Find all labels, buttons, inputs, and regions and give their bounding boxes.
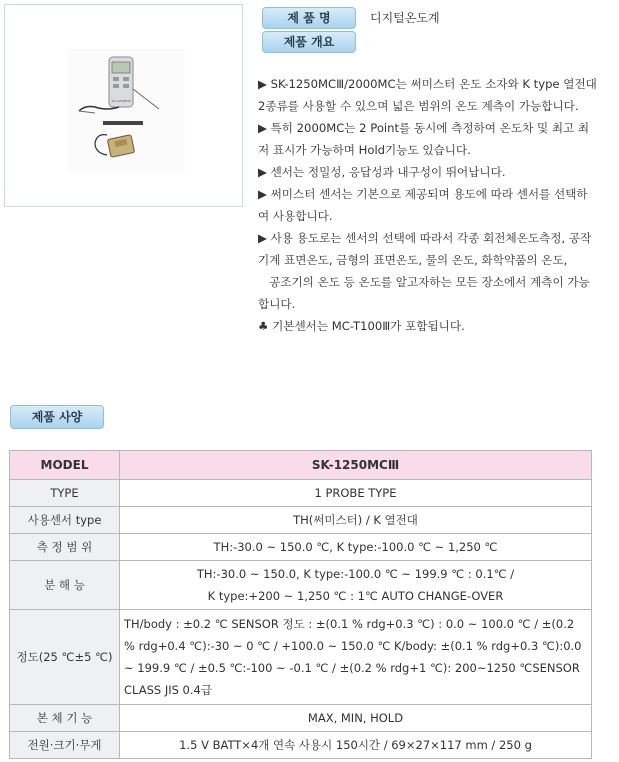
description-line: ▶ 특히 2000MC는 2 Point를 동시에 측정하여 온도차 및 최고 최저 표시가 가능하며 Hold기능도 있습니다. bbox=[258, 121, 590, 157]
table-row bbox=[10, 561, 592, 610]
spec-key: 정도(25 ℃±5 ℃) bbox=[10, 610, 120, 705]
table-row bbox=[10, 705, 592, 732]
product-overview-label: 제품 개요 bbox=[262, 31, 356, 53]
thermometer-illustration bbox=[67, 49, 185, 171]
description-line: ▶ 사용 용도로는 센서의 선택에 따라서 각종 회전체온도측정, 공작기계 표면온도, 금형의 표면온도, 물의 온도, 화학약품의 온도, bbox=[258, 231, 592, 267]
spec-key: TYPE bbox=[10, 480, 120, 507]
spec-table bbox=[9, 450, 592, 759]
spec-value: TH/body : ±0.2 ℃ SENSOR 정도 : ±(0.1 % rdg+0.3 ℃) : 0.0 ~ 100.0 ℃ / ±(0.2 % rdg+0.4 ℃):-30 ~ 0 ℃ / +100.0 ~ 150.0 ℃ K/body: ±(0.1 % rdg+0.3 ℃):0.0 ~ 199.9 ℃ / ±0.5 ℃:-100 ~ -0.1 ℃ / ±(0.2 % rdg+1 ℃): 200~1250 ℃SENSOR CLASS JIS 0.4급 bbox=[120, 610, 592, 705]
description-line: 공조기의 온도 등 온도를 알고자하는 모든 장소에서 계측이 가능합니다. bbox=[258, 275, 590, 311]
product-photo bbox=[67, 49, 185, 171]
product-name-label: 제 품 명 bbox=[262, 7, 356, 29]
meter-label: SK-1250MCⅢ bbox=[111, 99, 131, 103]
spec-value-line: K type:+200 ~ 1,250 ℃ : 1℃ AUTO CHANGE-OVER bbox=[207, 589, 504, 603]
product-photo-frame bbox=[4, 4, 243, 207]
description-line: ♣ 기본센서는 MC-T100Ⅲ가 포함됩니다. bbox=[258, 319, 465, 333]
spec-key: 사용센서 type bbox=[10, 507, 120, 534]
spec-value: TH(써미스터) / K 열전대 bbox=[120, 507, 592, 534]
description-line: ▶ 써미스터 센서는 기본으로 제공되며 용도에 따라 센서를 선택하여 사용합니다. bbox=[258, 187, 588, 223]
spec-value-line: TH:-30.0 ~ 150.0, K type:-100.0 ℃ ~ 199.9 ℃ : 0.1℃ / bbox=[196, 567, 515, 581]
spec-key: 본 체 기 능 bbox=[10, 705, 120, 732]
spec-value: MAX, MIN, HOLD bbox=[120, 705, 592, 732]
model-value: SK-1250MCⅢ bbox=[120, 451, 592, 480]
table-row bbox=[10, 534, 592, 561]
description-line: ▶ SK-1250MCⅢ/2000MC는 써미스터 온도 소자와 K type 열전대 2종류를 사용할 수 있으며 넓은 범위의 온도 계측이 가능합니다. bbox=[258, 77, 597, 113]
model-label: MODEL bbox=[10, 451, 120, 480]
product-name-value: 디지털온도계 bbox=[370, 11, 440, 25]
product-description bbox=[258, 73, 598, 337]
table-row bbox=[10, 732, 592, 759]
table-row bbox=[10, 610, 592, 705]
spec-value: TH:-30.0 ~ 150.0 ℃, K type:-100.0 ℃ ~ 1,250 ℃ bbox=[120, 534, 592, 561]
description-line: ▶ 센서는 정밀성, 응답성과 내구성이 뛰어납니다. bbox=[258, 165, 506, 179]
spec-value bbox=[120, 561, 592, 610]
spec-key: 측 정 범 위 bbox=[10, 534, 120, 561]
table-row bbox=[10, 480, 592, 507]
table-row bbox=[10, 451, 592, 480]
spec-key: 전원·크기·무게 bbox=[10, 732, 120, 759]
spec-value: 1 PROBE TYPE bbox=[120, 480, 592, 507]
product-specs-label: 제품 사양 bbox=[10, 405, 104, 429]
table-row bbox=[10, 507, 592, 534]
spec-key: 분 해 능 bbox=[10, 561, 120, 610]
spec-value: 1.5 V BATT×4개 연속 사용시 150시간 / 69×27×117 mm / 250 g bbox=[120, 732, 592, 759]
